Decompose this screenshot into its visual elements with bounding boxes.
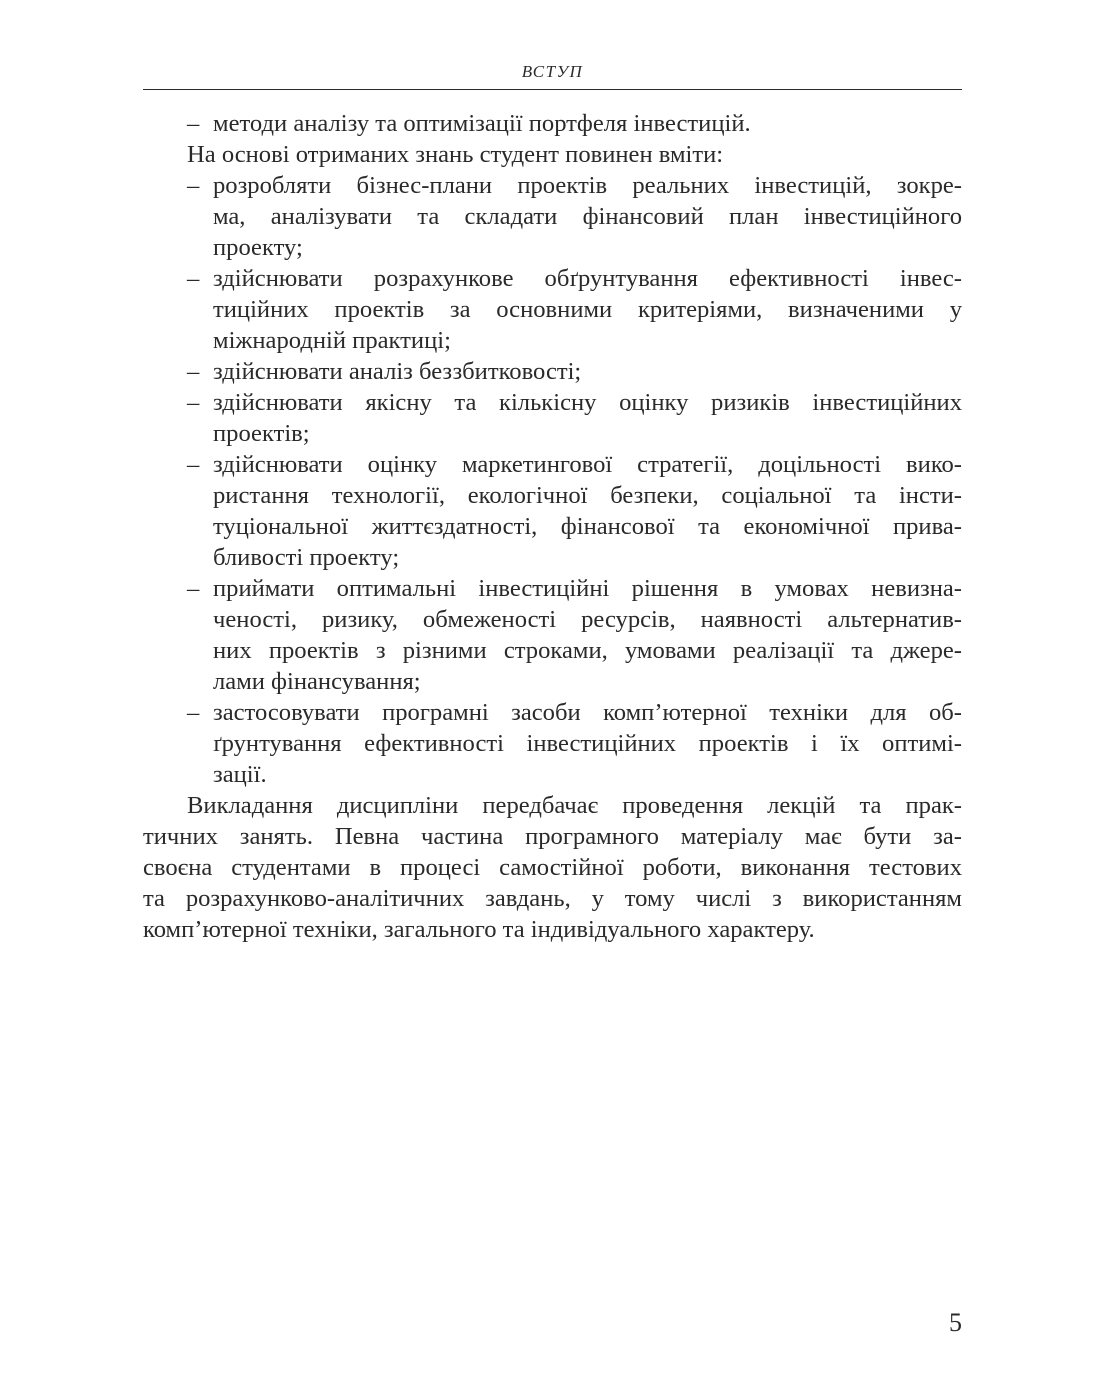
text-line: ґрунтування ефективності інвестиційних проектів і їх оптимі- [213,730,962,757]
list-dash-marker: – [187,358,200,385]
list-dash-marker: – [187,172,200,199]
text-line: тиційних проектів за основними критеріями, визначеними у [213,296,962,323]
text-line: здійснювати оцінку маркетингової стратегії, доцільності вико- [213,451,962,478]
list-dash-marker: – [187,110,200,137]
list-item-line [143,697,962,728]
text-line: На основі отриманих знань студент повинен вміти: [187,141,724,168]
list-item-line [143,108,962,139]
list-dash-marker: – [187,699,200,726]
list-item-line [143,573,962,604]
text-line: зації. [213,761,267,788]
text-line: здійснювати розрахункове обґрунтування ефективності інвес- [213,265,962,292]
text-line: лами фінансування; [213,668,421,695]
list-item-line [143,387,962,418]
page-number: 5 [949,1308,962,1337]
body-text [143,108,962,945]
list-dash-marker: – [187,451,200,478]
text-line: розробляти бізнес-плани проектів реальних інвестицій, зокре- [213,172,962,199]
text-line: бливості проекту; [213,544,400,571]
text-line: міжнародній практиці; [213,327,451,354]
text-line: ристання технології, екологічної безпеки, соціальної та інсти- [213,482,962,509]
list-dash-marker: – [187,575,200,602]
list-item-line [143,170,962,201]
text-line: та розрахунково-аналітичних завдань, у тому числі з використанням [143,885,962,912]
list-item-line [143,356,962,387]
text-line: ма, аналізувати та складати фінансовий план інвестиційного [213,203,962,230]
text-line: своєна студентами в процесі самостійної роботи, виконання тестових [143,854,962,881]
text-line: проекту; [213,234,303,261]
text-line: Викладання дисципліни передбачає проведення лекцій та прак- [187,792,962,819]
text-line: них проектів з різними строками, умовами реалізації та джере- [213,637,962,664]
list-dash-marker: – [187,389,200,416]
text-line: методи аналізу та оптимізації портфеля інвестицій. [213,110,751,137]
text-line: приймати оптимальні інвестиційні рішення в умовах невизна- [213,575,962,602]
running-header-title: ВСТУП [521,62,584,81]
list-dash-marker: – [187,265,200,292]
text-line: туціональної життєздатності, фінансової та економічної прива- [213,513,962,540]
header-rule [143,89,962,90]
text-line: здійснювати якісну та кількісну оцінку ризиків інвестиційних [213,389,962,416]
text-line: тичних занять. Певна частина програмного матеріалу має бути за- [143,823,962,850]
list-item-line [143,263,962,294]
text-line: застосовувати програмні засоби комп’ютерної техніки для об- [213,699,962,726]
text-line: проектів; [213,420,310,447]
list-item-line [143,449,962,480]
text-line: здійснювати аналіз беззбитковості; [213,358,582,385]
text-line: ченості, ризику, обмеженості ресурсів, наявності альтернатив- [213,606,962,633]
text-line: комп’ютерної техніки, загального та індивідуального характеру. [143,916,815,943]
